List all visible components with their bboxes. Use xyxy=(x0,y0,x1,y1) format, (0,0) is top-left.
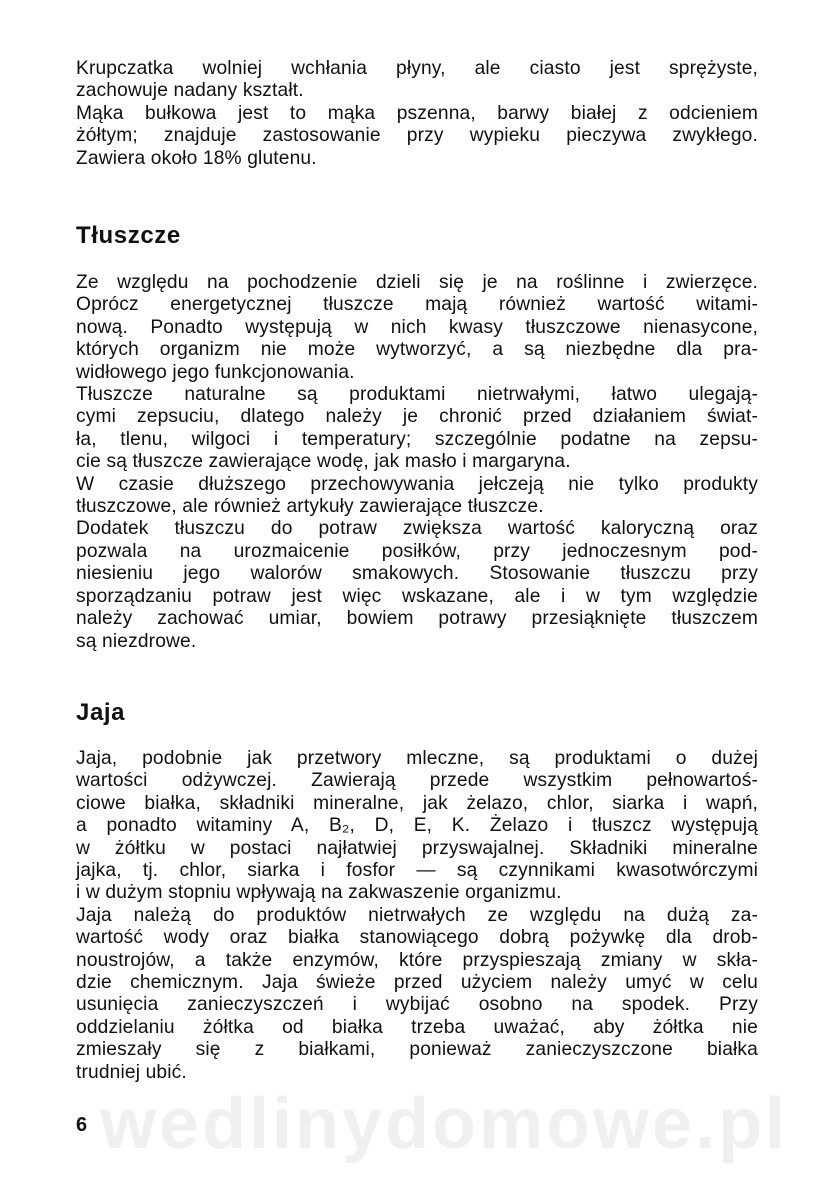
section-heading-fats: Tłuszcze xyxy=(76,222,181,249)
text-line: trudniej ubić. xyxy=(76,1061,187,1083)
text-line: cie są tłuszcze zawierające wodę, jak masło i margaryna. xyxy=(76,451,571,473)
text-line: oddzielaniu żółtka od białka trzeba uważać, aby żółtka nie xyxy=(76,1016,758,1038)
text-line: Zawiera około 18% glutenu. xyxy=(76,147,317,169)
page-number: 6 xyxy=(76,1114,88,1136)
text-line: Tłuszcze naturalne są produktami nietrwałymi, łatwo ulegają- xyxy=(76,384,758,406)
text-line: usunięcia zanieczyszczeń i wybijać osobno na spodek. Przy xyxy=(76,994,758,1016)
paragraph-flour xyxy=(76,58,758,170)
text-line: należy zachować umiar, bowiem potrawy przesiąknięte tłuszczem xyxy=(76,608,758,630)
text-line: pozwala na urozmaicenie posiłków, przy jednoczesnym pod- xyxy=(76,540,758,562)
text-line: Jaja, podobnie jak przetwory mleczne, są produktami o dużej xyxy=(76,748,758,769)
paragraph-eggs xyxy=(76,748,758,1084)
text-line: wartości odżywczej. Zawierają przede wszystkim pełnowartoś- xyxy=(76,770,758,792)
text-line: ciowe białka, składniki mineralne, jak żelazo, chlor, siarka i wapń, xyxy=(76,792,758,814)
text-line: jajka, tj. chlor, siarka i fosfor — są czynnikami kwasotwórczymi xyxy=(76,860,758,882)
text-line: nową. Ponadto występują w nich kwasy tłuszczowe nienasycone, xyxy=(76,316,758,338)
text-line: ła, tlenu, wilgoci i temperatury; szczególnie podatne na zepsu- xyxy=(76,428,758,450)
text-line: niesieniu jego walorów smakowych. Stosowanie tłuszczu przy xyxy=(76,563,758,585)
text-line: sporządzaniu potraw jest więc wskazane, ale i w tym względzie xyxy=(76,585,758,607)
text-line: W czasie dłuższego przechowywania jełczeją nie tylko produkty xyxy=(76,473,758,495)
paragraph-fats xyxy=(76,272,758,653)
text-line: i w dużym stopniu wpływają na zakwaszenie organizmu. xyxy=(76,882,562,904)
text-line: cymi zepsuciu, dlatego należy je chronić przed działaniem świat- xyxy=(76,406,758,428)
text-line: Ze względu na pochodzenie dzieli się je na roślinne i zwierzęce. xyxy=(76,272,758,293)
section-heading-eggs: Jaja xyxy=(76,699,126,726)
text-line: Dodatek tłuszczu do potraw zwiększa wartość kaloryczną oraz xyxy=(76,518,758,540)
text-line: a ponadto witaminy A, B₂, D, E, K. Żelazo i tłuszcz występują xyxy=(76,815,758,837)
text-line: Jaja należą do produktów nietrwałych ze względu na dużą za- xyxy=(76,904,758,926)
text-line: Krupczatka wolniej wchłania płyny, ale ciasto jest sprężyste, xyxy=(76,58,758,79)
text-line: widłowego jego funkcjonowania. xyxy=(76,361,355,383)
text-line: wartość wody oraz białka stanowiącego dobrą pożywkę dla drob- xyxy=(76,927,758,949)
text-line: żółtym; znajduje zastosowanie przy wypieku pieczywa zwykłego. xyxy=(76,125,758,147)
text-line: zmieszały się z białkami, ponieważ zanieczyszczone białka xyxy=(76,1039,758,1061)
text-line: dzie chemicznym. Jaja świeże przed użyciem należy umyć w celu xyxy=(76,972,758,994)
text-line: Mąka bułkowa jest to mąka pszenna, barwy białej z odcieniem xyxy=(76,102,758,124)
text-line: są niezdrowe. xyxy=(76,630,197,652)
text-line: zachowuje nadany kształt. xyxy=(76,80,304,102)
text-line: w żółtku w postaci najłatwiej przyswajalnej. Składniki mineralne xyxy=(76,837,758,859)
text-line: których organizm nie może wytworzyć, a są niezbędne dla pra- xyxy=(76,339,758,361)
text-line: Oprócz energetycznej tłuszcze mają również wartość witami- xyxy=(76,294,758,316)
watermark: wedlinydomowe.pl xyxy=(100,1084,789,1164)
text-line: noustrojów, a także enzymów, które przyspieszają zmiany w skła- xyxy=(76,949,758,971)
text-line: tłuszczowe, ale również artykuły zawierające tłuszcze. xyxy=(76,496,544,518)
